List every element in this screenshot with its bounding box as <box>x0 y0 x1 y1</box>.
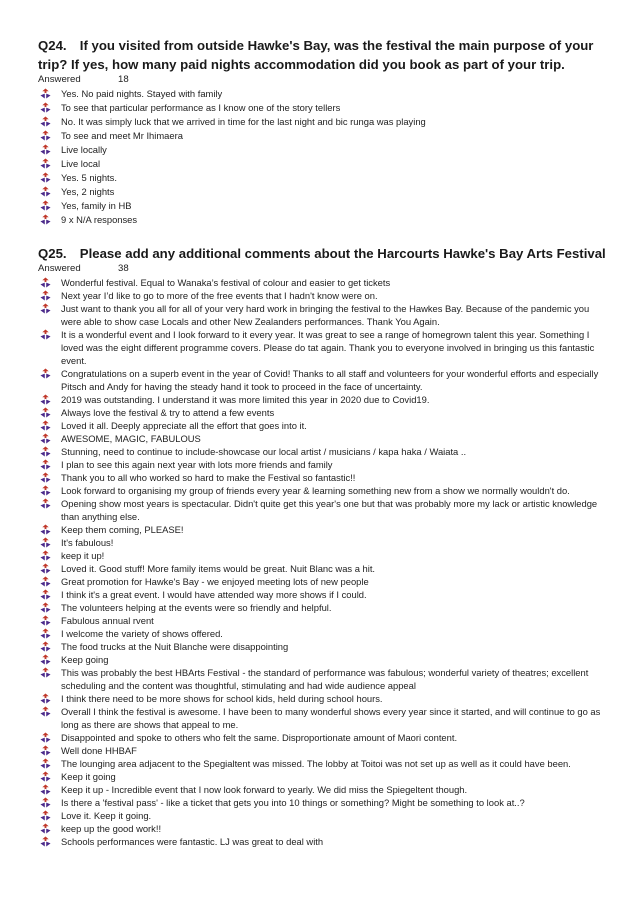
response-text: Yes, 2 nights <box>61 186 115 197</box>
arrow-bullet-icon <box>40 303 51 314</box>
answered-row <box>38 74 608 86</box>
list-item <box>38 770 608 783</box>
arrow-bullet-icon <box>40 88 51 99</box>
response-text: I welcome the variety of shows offered. <box>61 628 223 639</box>
response-text: I plan to see this again next year with lots more friends and family <box>61 459 333 470</box>
list-item <box>38 101 608 115</box>
list-item <box>38 796 608 809</box>
response-text: Great promotion for Hawke's Bay - we enjoyed meeting lots of new people <box>61 576 369 587</box>
response-text: Look forward to organising my group of friends every year & learning something new from a show we normally wouldn't do. <box>61 485 570 496</box>
response-text: 2019 was outstanding. I understand it was more limited this year in 2020 due to Covid19. <box>61 394 430 405</box>
list-item <box>38 731 608 744</box>
response-text: Live local <box>61 158 101 169</box>
response-text: Always love the festival & try to attend a few events <box>61 407 275 418</box>
arrow-bullet-icon <box>40 797 51 808</box>
arrow-bullet-icon <box>40 130 51 141</box>
response-text: Thank you to all who worked so hard to make the Festival so fantastic!! <box>61 472 356 483</box>
list-item <box>38 445 608 458</box>
list-item <box>38 549 608 562</box>
list-item <box>38 783 608 796</box>
arrow-bullet-icon <box>40 537 51 548</box>
arrow-bullet-icon <box>40 576 51 587</box>
arrow-bullet-icon <box>40 394 51 405</box>
arrow-bullet-icon <box>40 102 51 113</box>
arrow-bullet-icon <box>40 277 51 288</box>
list-item <box>38 588 608 601</box>
response-text: Well done HHBAF <box>61 745 137 756</box>
response-text: I think there need to be more shows for school kids, held during school hours. <box>61 693 383 704</box>
arrow-bullet-icon <box>40 144 51 155</box>
arrow-bullet-icon <box>40 459 51 470</box>
list-item <box>38 302 608 328</box>
arrow-bullet-icon <box>40 589 51 600</box>
arrow-bullet-icon <box>40 693 51 704</box>
response-text: Stunning, need to continue to include-showcase our local artist / musicians / kapa haka / Waiata .. <box>61 446 467 457</box>
response-text: Live locally <box>61 144 107 155</box>
arrow-bullet-icon <box>40 667 51 678</box>
response-text: The lounging area adjacent to the Spegialtent was missed. The lobby at Toitoi was not set up as well as it could have been. <box>61 758 571 769</box>
arrow-bullet-icon <box>40 329 51 340</box>
list-item <box>38 744 608 757</box>
list-item <box>38 536 608 549</box>
answered-label: Answered <box>38 263 81 274</box>
list-item <box>38 562 608 575</box>
list-item <box>38 601 608 614</box>
response-text: To see that particular performance as I know one of the story tellers <box>61 102 341 113</box>
response-text: It's fabulous! <box>61 537 114 548</box>
response-text: Overall I think the festival is awesome. I have been to many wonderful shows every year since it started, and will continue to go as long as there are shows that appeal to me. <box>61 706 601 730</box>
arrow-bullet-icon <box>40 407 51 418</box>
list-item <box>38 129 608 143</box>
response-text: This was probably the best HBArts Festival - the standard of performance was fabulous; wonderful variety of theatres; excellent scheduling and the content was thoughtful, stimulating and had wide audience appeal <box>61 667 589 691</box>
arrow-bullet-icon <box>40 563 51 574</box>
list-item <box>38 705 608 731</box>
response-text: Schools performances were fantastic. LJ was great to deal with <box>61 836 324 847</box>
arrow-bullet-icon <box>40 524 51 535</box>
arrow-bullet-icon <box>40 615 51 626</box>
list-item <box>38 640 608 653</box>
response-text: Loved it all. Deeply appreciate all the effort that goes into it. <box>61 420 307 431</box>
question-q25 <box>38 244 608 848</box>
response-list <box>38 276 608 848</box>
response-list <box>38 87 608 227</box>
response-text: Keep it up - Incredible event that I now look forward to yearly. We did miss the Spiegeltent though. <box>61 784 468 795</box>
arrow-bullet-icon <box>40 290 51 301</box>
question-title: Q25. Please add any additional comments about the Harcourts Hawke's Bay Arts Festival <box>38 246 606 261</box>
response-text: Keep it going <box>61 771 116 782</box>
list-item <box>38 276 608 289</box>
list-item <box>38 653 608 666</box>
response-text: Next year I’d like to go to more of the free events that I hadn't know were on. <box>61 290 378 301</box>
response-text: Yes, family in HB <box>61 200 132 211</box>
arrow-bullet-icon <box>40 472 51 483</box>
response-text: Just want to thank you all for all of your very hard work in bringing the festival to the Hawkes Bay. Because of the pandemic you were able to show case Locals and other New Zealanders performances. Thank You Again. <box>61 303 590 327</box>
list-item <box>38 523 608 536</box>
list-item <box>38 115 608 129</box>
arrow-bullet-icon <box>40 602 51 613</box>
arrow-bullet-icon <box>40 823 51 834</box>
response-text: No. It was simply luck that we arrived in time for the last night and bic runga was playing <box>61 116 426 127</box>
answered-row <box>38 263 608 275</box>
response-text: Keep them coming, PLEASE! <box>61 524 184 535</box>
response-text: Wonderful festival. Equal to Wanaka’s festival of colour and easier to get tickets <box>61 277 391 288</box>
list-item <box>38 213 608 227</box>
arrow-bullet-icon <box>40 158 51 169</box>
arrow-bullet-icon <box>40 485 51 496</box>
arrow-bullet-icon <box>40 706 51 717</box>
response-text: AWESOME, MAGIC, FABULOUS <box>61 433 201 444</box>
arrow-bullet-icon <box>40 641 51 652</box>
list-item <box>38 432 608 445</box>
arrow-bullet-icon <box>40 628 51 639</box>
list-item <box>38 822 608 835</box>
response-text: Opening show most years is spectacular. Didn't quite get this year's one but that was probably more my lack or artistic knowledge than anything else. <box>61 498 598 522</box>
arrow-bullet-icon <box>40 836 51 847</box>
arrow-bullet-icon <box>40 446 51 457</box>
answered-label: Answered <box>38 74 81 85</box>
list-item <box>38 666 608 692</box>
list-item <box>38 185 608 199</box>
list-item <box>38 406 608 419</box>
question-title: Q24. If you visited from outside Hawke's Bay, was the festival the main purpose of your trip? If yes, how many paid nights accommodation did you book as part of your trip. <box>38 38 594 72</box>
arrow-bullet-icon <box>40 784 51 795</box>
response-text: It is a wonderful event and I look forward to it every year. It was great to see a range of homegrown talent this year. Something I loved was the eight different programme covers. Please do tat again. Thank you to everyone involved in bringing us this fantastic event. <box>61 329 595 366</box>
response-text: The volunteers helping at the events were so friendly and helpful. <box>61 602 332 613</box>
answered-count: 38 <box>118 263 129 274</box>
list-item <box>38 157 608 171</box>
response-text: Disappointed and spoke to others who felt the same. Disproportionate amount of Maori content. <box>61 732 458 743</box>
response-text: The food trucks at the Nuit Blanche were disappointing <box>61 641 289 652</box>
list-item <box>38 809 608 822</box>
arrow-bullet-icon <box>40 498 51 509</box>
list-item <box>38 497 608 523</box>
arrow-bullet-icon <box>40 172 51 183</box>
arrow-bullet-icon <box>40 116 51 127</box>
arrow-bullet-icon <box>40 368 51 379</box>
list-item <box>38 87 608 101</box>
arrow-bullet-icon <box>40 771 51 782</box>
list-item <box>38 692 608 705</box>
response-text: Yes. No paid nights. Stayed with family <box>61 88 223 99</box>
response-text: Keep going <box>61 654 109 665</box>
response-text: keep up the good work!! <box>61 823 162 834</box>
response-text: Fabulous annual rvent <box>61 615 154 626</box>
arrow-bullet-icon <box>40 745 51 756</box>
arrow-bullet-icon <box>40 732 51 743</box>
response-text: Love it. Keep it going. <box>61 810 152 821</box>
list-item <box>38 627 608 640</box>
list-item <box>38 289 608 302</box>
arrow-bullet-icon <box>40 758 51 769</box>
list-item <box>38 419 608 432</box>
list-item <box>38 171 608 185</box>
arrow-bullet-icon <box>40 200 51 211</box>
list-item <box>38 471 608 484</box>
response-text: Loved it. Good stuff! More family items would be great. Nuit Blanc was a hit. <box>61 563 376 574</box>
response-text: keep it up! <box>61 550 105 561</box>
response-text: To see and meet Mr Ihimaera <box>61 130 183 141</box>
list-item <box>38 393 608 406</box>
response-text: Congratulations on a superb event in the year of Covid! Thanks to all staff and volunteers for your wonderful efforts and especially Pitsch and Andy for having the steady hand it took to proceed in the face of uncertainty. <box>61 368 599 392</box>
arrow-bullet-icon <box>40 654 51 665</box>
question-q24 <box>38 36 608 227</box>
response-text: Is there a 'festival pass' - like a ticket that gets you into 10 things or something? Might be something to look at..? <box>61 797 525 808</box>
arrow-bullet-icon <box>40 433 51 444</box>
list-item <box>38 328 608 367</box>
answered-count: 18 <box>118 74 129 85</box>
list-item <box>38 757 608 770</box>
response-text: Yes. 5 nights. <box>61 172 117 183</box>
arrow-bullet-icon <box>40 420 51 431</box>
arrow-bullet-icon <box>40 186 51 197</box>
list-item <box>38 199 608 213</box>
arrow-bullet-icon <box>40 214 51 225</box>
list-item <box>38 614 608 627</box>
list-item <box>38 484 608 497</box>
list-item <box>38 458 608 471</box>
list-item <box>38 575 608 588</box>
list-item <box>38 367 608 393</box>
arrow-bullet-icon <box>40 550 51 561</box>
list-item <box>38 835 608 848</box>
list-item <box>38 143 608 157</box>
response-text: I think it's a great event. I would have attended way more shows if I could. <box>61 589 367 600</box>
arrow-bullet-icon <box>40 810 51 821</box>
response-text: 9 x N/A responses <box>61 214 138 225</box>
